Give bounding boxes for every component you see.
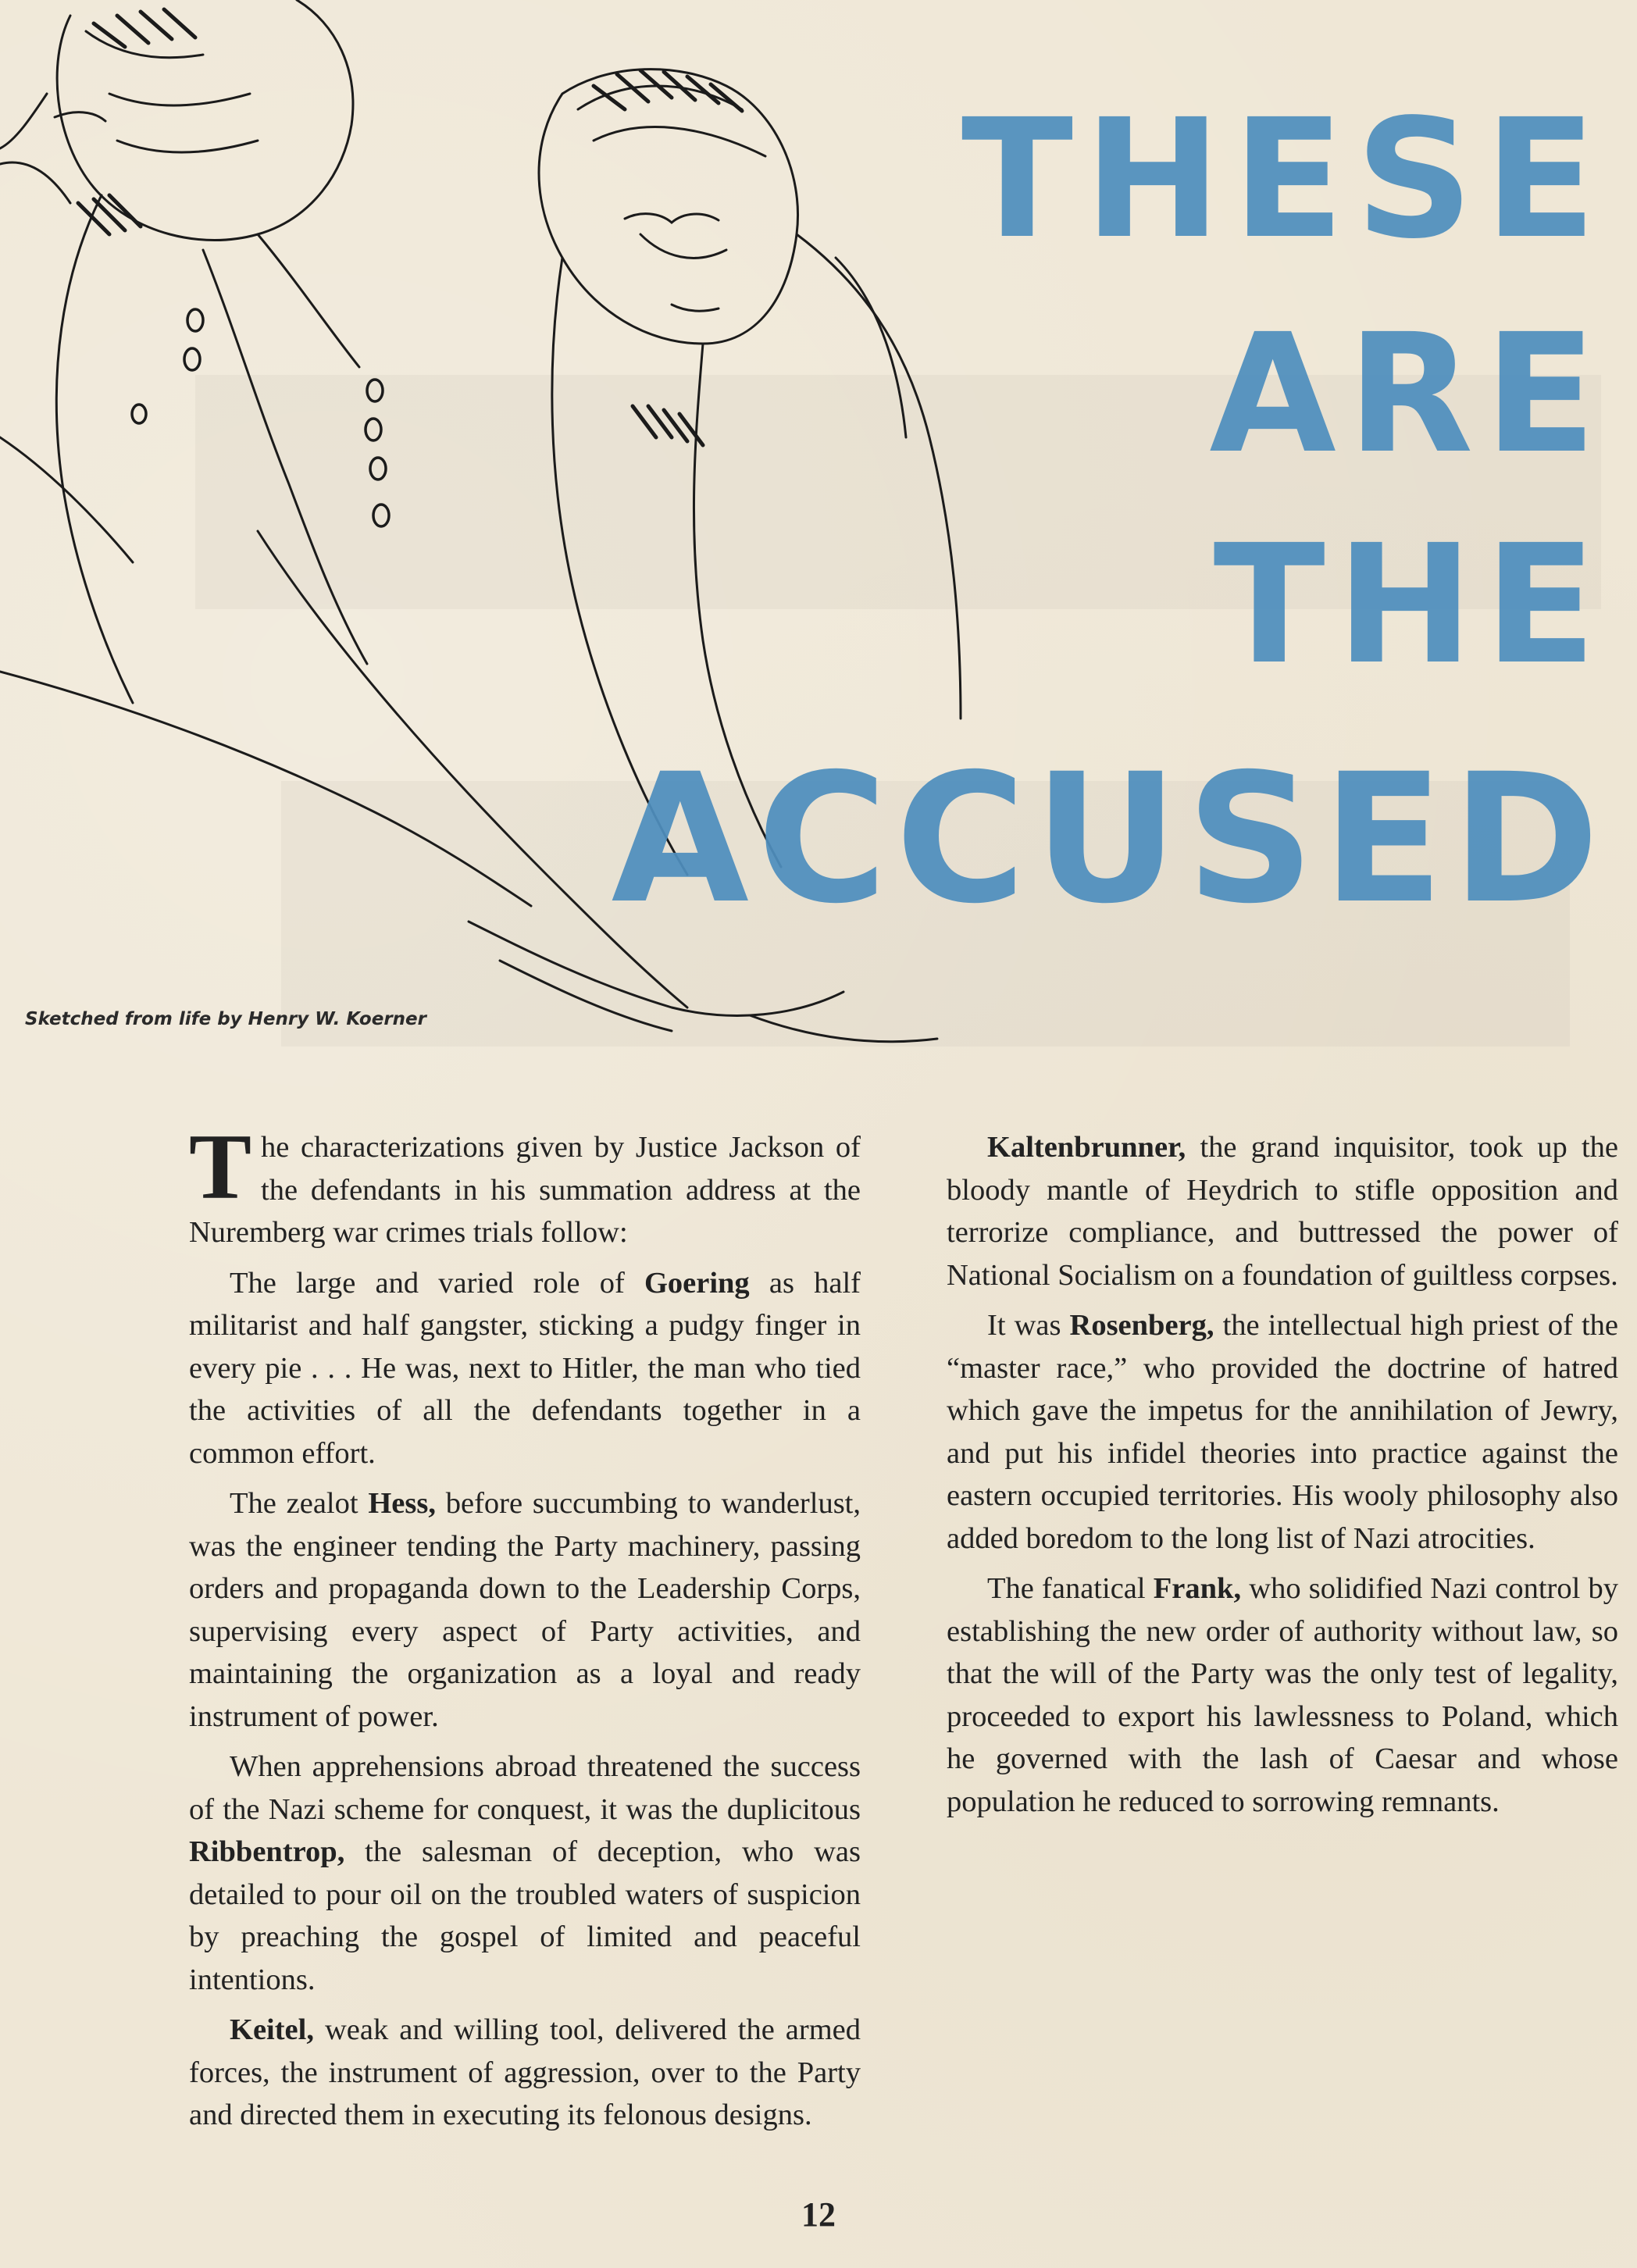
name-rosenberg: Rosenberg, [1069, 1309, 1214, 1342]
title-line-3: THE [1213, 509, 1607, 701]
name-hess: Hess, [368, 1487, 436, 1520]
illustration-caption: Sketched from life by Henry W. Koerner [25, 1009, 426, 1029]
paragraph-ribbentrop: When apprehensions abroad threatened the success of the Nazi scheme for conquest, it was the duplicitous Ribbentrop, the salesman of deception, who was detailed to pour oil on the troubled waters of suspicion by preaching the gospel of limited and peaceful intentions. [189, 1750, 861, 1996]
paragraph-keitel: Keitel, weak and willing tool, delivered the armed forces, the instrument of aggression, over to the Party and directed them in executing its felonous designs. [189, 2013, 861, 2131]
paragraph-hess: The zealot Hess, before succumbing to wanderlust, was the engineer tending the Party machinery, passing orders and propaganda down to the Leadership Corps, supervising every aspect of Party activities, and maintaining the organization as a loyal and ready instrument of power. [189, 1487, 861, 1733]
paragraph-rosenberg: It was Rosenberg, the intellectual high priest of the “master race,” who provided the doctrine of hatred which gave the impetus for the annihilation of Jewry, and put his infidel theories into practice against the eastern occupied territories. His wooly philosophy also added boredom to the long list of Nazi atrocities. [947, 1309, 1618, 1555]
paragraph-frank: The fanatical Frank, who solidified Nazi control by establishing the new order of authority without law, so that the will of the Party was the only test of legality, proceeded to export his lawlessness to Poland, which he governed with the lash of Caesar and whose population he reduced to sorrowing remnants. [947, 1572, 1618, 1818]
name-keitel: Keitel, [230, 2013, 314, 2046]
title-line-4: ACCUSED [611, 735, 1607, 943]
page-number: 12 [801, 2195, 836, 2234]
article-column-right [947, 1126, 1618, 1831]
paragraph-intro: The characterizations given by Justice Jackson of the defendants in his summation address at the Nuremberg war crimes trials follow: [189, 1114, 861, 1249]
paragraph-kaltenbrunner: Kaltenbrunner, the grand inquisitor, took up the bloody mantle of Heydrich to stifle opposition and terrorize compliance, and buttressed the power of National Socialism on a foundation of guiltless corpses. [947, 1131, 1618, 1292]
name-goering: Goering [644, 1266, 750, 1300]
paragraph-goering: The large and varied role of Goering as half militarist and half gangster, sticking a pudgy finger in every pie . . . He was, next to Hitler, the man who tied the activities of all the defendants together in a common effort. [189, 1266, 861, 1470]
title-line-2: ARE [1209, 298, 1607, 490]
title-line-1: THESE [961, 84, 1607, 275]
article-column-left [189, 1114, 861, 2145]
drop-cap: T [189, 1114, 252, 1218]
name-frank: Frank, [1153, 1572, 1242, 1605]
name-ribbentrop: Ribbentrop, [189, 1835, 345, 1868]
name-kaltenbrunner: Kaltenbrunner, [987, 1131, 1186, 1164]
